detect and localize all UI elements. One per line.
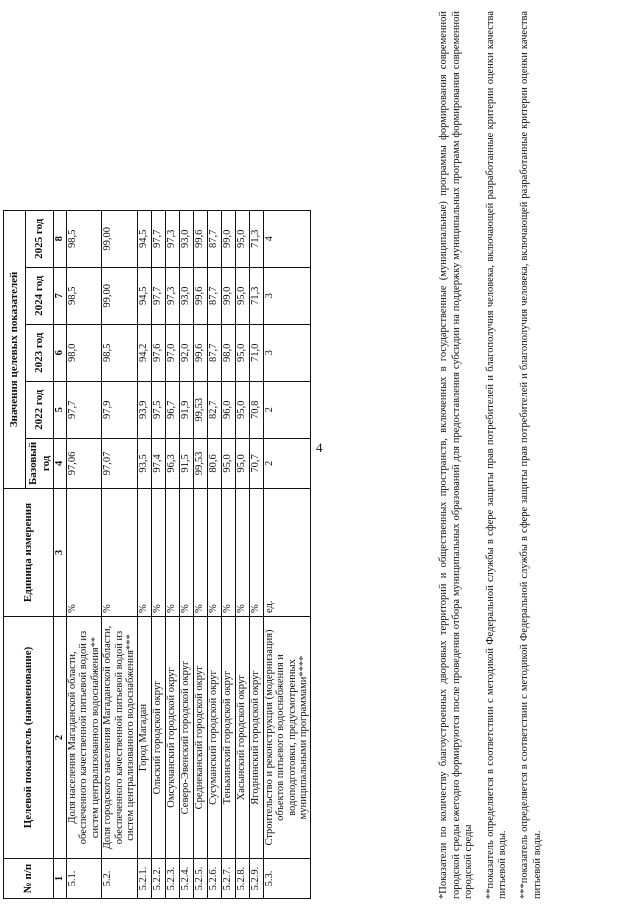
indicator-name-cell: Ягоднинский городской округ xyxy=(249,617,263,859)
value-2023-cell: 94,2 xyxy=(137,324,151,381)
base-year-value-cell: 99,53 xyxy=(193,438,207,488)
index-cell: 2 xyxy=(54,617,67,859)
header-unit: Единица измерения xyxy=(4,489,54,617)
base-year-value-cell: 97,4 xyxy=(151,438,165,488)
base-year-value-cell: 95,0 xyxy=(235,438,249,488)
header-num: № п/п xyxy=(4,859,54,899)
base-year-value-cell: 95,0 xyxy=(221,438,235,488)
index-cell: 3 xyxy=(54,489,67,617)
value-2022-cell: 96,7 xyxy=(165,381,179,438)
table-row xyxy=(221,210,235,898)
value-2022-cell: 91,9 xyxy=(179,381,193,438)
index-cell: 8 xyxy=(54,210,67,267)
value-2025-cell: 98,5 xyxy=(66,210,102,267)
column-index-row xyxy=(54,210,67,898)
index-cell: 1 xyxy=(54,859,67,899)
unit-cell: % xyxy=(221,489,235,617)
value-2023-cell: 99,6 xyxy=(193,324,207,381)
footnote-2: **показатель определяется в соответствии с методикой Федеральной службы в сфере защиты прав потребителей и благополучия человека, включающей разработанные критерии оценки качества питьевой воды. xyxy=(484,11,509,899)
row-number-cell: 5.2.2. xyxy=(151,859,165,899)
table-row xyxy=(193,210,207,898)
value-2022-cell: 97,7 xyxy=(66,381,102,438)
unit-cell: % xyxy=(179,489,193,617)
value-2022-cell: 97,5 xyxy=(151,381,165,438)
value-2024-cell: 97,3 xyxy=(165,267,179,324)
value-2024-cell: 71,3 xyxy=(249,267,263,324)
indicator-name-cell: Доля населения Магаданской области, обеспеченного качественной питьевой водой из систем централизованного водоснабжения** xyxy=(66,617,102,859)
header-indicator: Целевой показатель (наименование) xyxy=(4,617,54,859)
base-year-value-cell: 2 xyxy=(263,438,310,488)
value-2023-cell: 98,0 xyxy=(221,324,235,381)
unit-cell: % xyxy=(102,489,138,617)
indicator-name-cell: Доля городского населения Магаданской области, обеспеченного качественной питьевой водой из систем централизованного водоснабжения*** xyxy=(102,617,138,859)
base-year-value-cell: 91,5 xyxy=(179,438,193,488)
row-number-cell: 5.2.5. xyxy=(193,859,207,899)
base-year-value-cell: 96,3 xyxy=(165,438,179,488)
value-2022-cell: 70,8 xyxy=(249,381,263,438)
value-2025-cell: 87,7 xyxy=(207,210,221,267)
unit-cell: % xyxy=(235,489,249,617)
value-2025-cell: 93,0 xyxy=(179,210,193,267)
unit-cell: % xyxy=(193,489,207,617)
indicator-name-cell: Ольский городской округ xyxy=(151,617,165,859)
value-2024-cell: 97,7 xyxy=(151,267,165,324)
table-row xyxy=(137,210,151,898)
header-2022: 2022 год xyxy=(26,381,54,438)
value-2024-cell: 95,0 xyxy=(235,267,249,324)
table-row xyxy=(151,210,165,898)
table-row xyxy=(263,210,310,898)
value-2025-cell: 99,6 xyxy=(193,210,207,267)
value-2023-cell: 97,6 xyxy=(151,324,165,381)
row-number-cell: 5.2.6. xyxy=(207,859,221,899)
value-2023-cell: 71,0 xyxy=(249,324,263,381)
value-2022-cell: 99,53 xyxy=(193,381,207,438)
row-number-cell: 5.2.1. xyxy=(137,859,151,899)
value-2022-cell: 82,7 xyxy=(207,381,221,438)
value-2022-cell: 93,9 xyxy=(137,381,151,438)
table-row xyxy=(66,210,102,898)
value-2022-cell: 97,9 xyxy=(102,381,138,438)
indicator-name-cell: Город Магадан xyxy=(137,617,151,859)
unit-cell: ед. xyxy=(263,489,310,617)
row-number-cell: 5.3. xyxy=(263,859,310,899)
indicator-name-cell: Омсукчанский городской округ xyxy=(165,617,179,859)
row-number-cell: 5.2.7. xyxy=(221,859,235,899)
value-2025-cell: 97,7 xyxy=(151,210,165,267)
base-year-value-cell: 70,7 xyxy=(249,438,263,488)
value-2025-cell: 4 xyxy=(263,210,310,267)
base-year-value-cell: 97,06 xyxy=(66,438,102,488)
value-2024-cell: 99,00 xyxy=(102,267,138,324)
indicator-name-cell: Сусуманский городской округ xyxy=(207,617,221,859)
index-cell: 4 xyxy=(54,438,67,488)
header-2023: 2023 год xyxy=(26,324,54,381)
value-2025-cell: 71,3 xyxy=(249,210,263,267)
value-2023-cell: 98,0 xyxy=(66,324,102,381)
value-2022-cell: 2 xyxy=(263,381,310,438)
value-2025-cell: 97,3 xyxy=(165,210,179,267)
row-number-cell: 5.1. xyxy=(66,859,102,899)
table-row xyxy=(102,210,138,898)
base-year-value-cell: 97,07 xyxy=(102,438,138,488)
index-cell: 7 xyxy=(54,267,67,324)
footnotes xyxy=(438,11,553,899)
value-2023-cell: 87,7 xyxy=(207,324,221,381)
indicator-name-cell: Среднеканский городской округ xyxy=(193,617,207,859)
value-2024-cell: 93,0 xyxy=(179,267,193,324)
value-2022-cell: 95,0 xyxy=(235,381,249,438)
table-row xyxy=(165,210,179,898)
row-number-cell: 5.2. xyxy=(102,859,138,899)
value-2023-cell: 98,5 xyxy=(102,324,138,381)
unit-cell: % xyxy=(207,489,221,617)
indicators-table xyxy=(3,210,311,899)
value-2023-cell: 95,0 xyxy=(235,324,249,381)
index-cell: 5 xyxy=(54,381,67,438)
value-2024-cell: 98,5 xyxy=(66,267,102,324)
indicator-name-cell: Северо-Эвенский городской округ xyxy=(179,617,193,859)
row-number-cell: 5.2.8. xyxy=(235,859,249,899)
value-2025-cell: 95,0 xyxy=(235,210,249,267)
value-2023-cell: 3 xyxy=(263,324,310,381)
page-number: 4 xyxy=(316,440,323,455)
value-2025-cell: 99,00 xyxy=(102,210,138,267)
table-row xyxy=(179,210,193,898)
value-2023-cell: 92,0 xyxy=(179,324,193,381)
footnote-3: ***показатель определяется в соответствии с методикой Федеральной службы в сфере защиты прав потребителей и благополучия человека, включающей разработанные критерии оценки качества питьевой воды. xyxy=(518,11,543,899)
value-2024-cell: 99,6 xyxy=(193,267,207,324)
unit-cell: % xyxy=(151,489,165,617)
footnote-1: *Показатели по количеству благоустроенных дворовых территорий и общественных пространств, включенных в государственные (муниципальные) программы формирования современной городской среды ежегодно формируются после проведения отбора муниципальных образований для предоставления субсидии на поддержку муниципальных программ формирования современной городской среды xyxy=(438,11,475,899)
indicator-name-cell: Строительство и реконструкция (модернизация) объектов питьевого водоснабжения и водоподготовки, предусмотренных муниципальными программами**** xyxy=(263,617,310,859)
row-number-cell: 5.2.3. xyxy=(165,859,179,899)
row-number-cell: 5.2.4. xyxy=(179,859,193,899)
unit-cell: % xyxy=(66,489,102,617)
table-row xyxy=(249,210,263,898)
index-cell: 6 xyxy=(54,324,67,381)
unit-cell: % xyxy=(137,489,151,617)
value-2024-cell: 94,5 xyxy=(137,267,151,324)
header-values-group: Значения целевых показателей xyxy=(4,210,26,488)
value-2022-cell: 96,0 xyxy=(221,381,235,438)
unit-cell: % xyxy=(165,489,179,617)
indicator-name-cell: Хасынский городской округ xyxy=(235,617,249,859)
base-year-value-cell: 80,6 xyxy=(207,438,221,488)
value-2023-cell: 97,0 xyxy=(165,324,179,381)
indicator-name-cell: Тенькинский городской округ xyxy=(221,617,235,859)
table-row xyxy=(207,210,221,898)
value-2025-cell: 94,5 xyxy=(137,210,151,267)
value-2025-cell: 99,0 xyxy=(221,210,235,267)
value-2024-cell: 87,7 xyxy=(207,267,221,324)
row-number-cell: 5.2.9. xyxy=(249,859,263,899)
table-row xyxy=(235,210,249,898)
value-2024-cell: 3 xyxy=(263,267,310,324)
header-base-year: Базовый год xyxy=(26,438,54,488)
unit-cell: % xyxy=(249,489,263,617)
value-2024-cell: 99,0 xyxy=(221,267,235,324)
base-year-value-cell: 93,5 xyxy=(137,438,151,488)
header-2025: 2025 год xyxy=(26,210,54,267)
header-2024: 2024 год xyxy=(26,267,54,324)
